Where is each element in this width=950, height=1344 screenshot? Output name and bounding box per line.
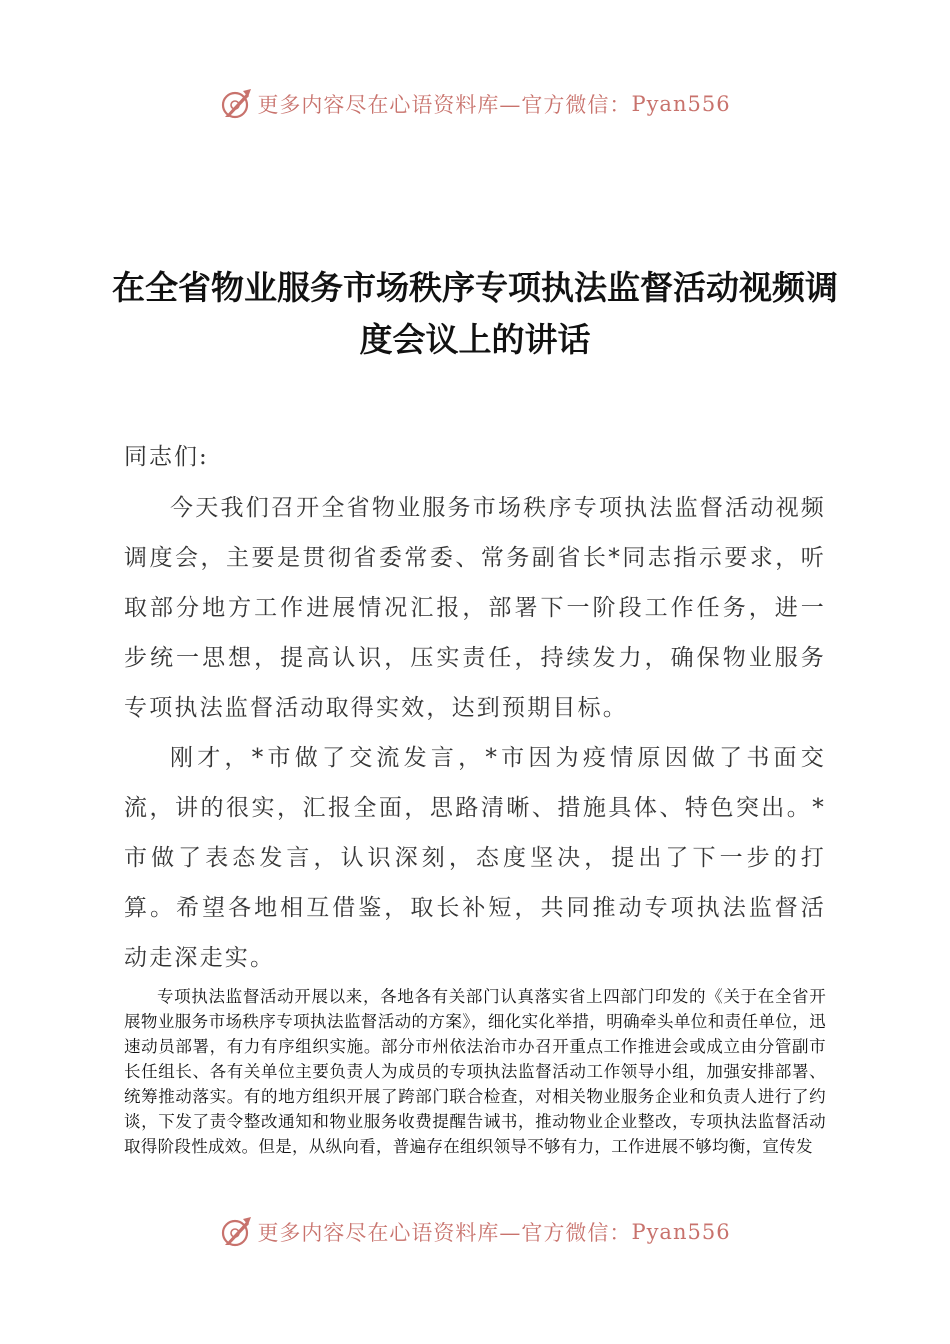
watermark-text: 更多内容尽在心语资料库—官方微信： [257, 1221, 632, 1245]
watermark-id: Pyan556 [631, 92, 731, 116]
watermark-text: 更多内容尽在心语资料库—官方微信： [257, 93, 632, 117]
quill-logo-icon [219, 87, 253, 121]
document-title: 在全省物业服务市场秩序专项执法监督活动视频调度会议上的讲话 [112, 268, 838, 359]
paragraph-2: 刚才，*市做了交流发言，*市因为疫情原因做了书面交流，讲的很实，汇报全面，思路清晰、措施具体、特色突出。*市做了表态发言，认识深刻，态度坚决，提出了下一步的打算。希望各地相互借鉴，取长补短，共同推动专项执法监督活动走深走实。 [124, 745, 826, 971]
paragraph-1: 今天我们召开全省物业服务市场秩序专项执法监督活动视频调度会，主要是贯彻省委常委、常务副省长*同志指示要求，听取部分地方工作进展情况汇报，部署下一阶段工作任务，进一步统一思想，提高认识，压实责任，持续发力，确保物业服务专项执法监督活动取得实效，达到预期目标。 [124, 495, 826, 721]
watermark-id: Pyan556 [631, 1220, 731, 1244]
greeting: 同志们: [124, 444, 209, 470]
footer-watermark [0, 1212, 950, 1252]
quill-logo-icon [219, 1215, 253, 1249]
paragraph-3: 专项执法监督活动开展以来，各地各有关部门认真落实省上四部门印发的《关于在全省开展物业服务市场秩序专项执法监督活动的方案》，细化实化举措，明确牵头单位和责任单位，迅速动员部署，有力有序组织实施。部分市州依法治市办召开重点工作推进会或成立由分管副市长任组长、各有关单位主要负责人为成员的专项执法监督活动工作领导小组，加强安排部署、统筹推动落实。有的地方组织开展了跨部门联合检查，对相关物业服务企业和负责人进行了约谈，下发了责令整改通知和物业服务收费提醒告诫书，推动物业企业整改，专项执法监督活动取得阶段性成效。但是，从纵向看，普遍存在组织领导不够有力，工作进展不够均衡，宣传发 [124, 987, 826, 1156]
header-watermark [0, 84, 950, 124]
